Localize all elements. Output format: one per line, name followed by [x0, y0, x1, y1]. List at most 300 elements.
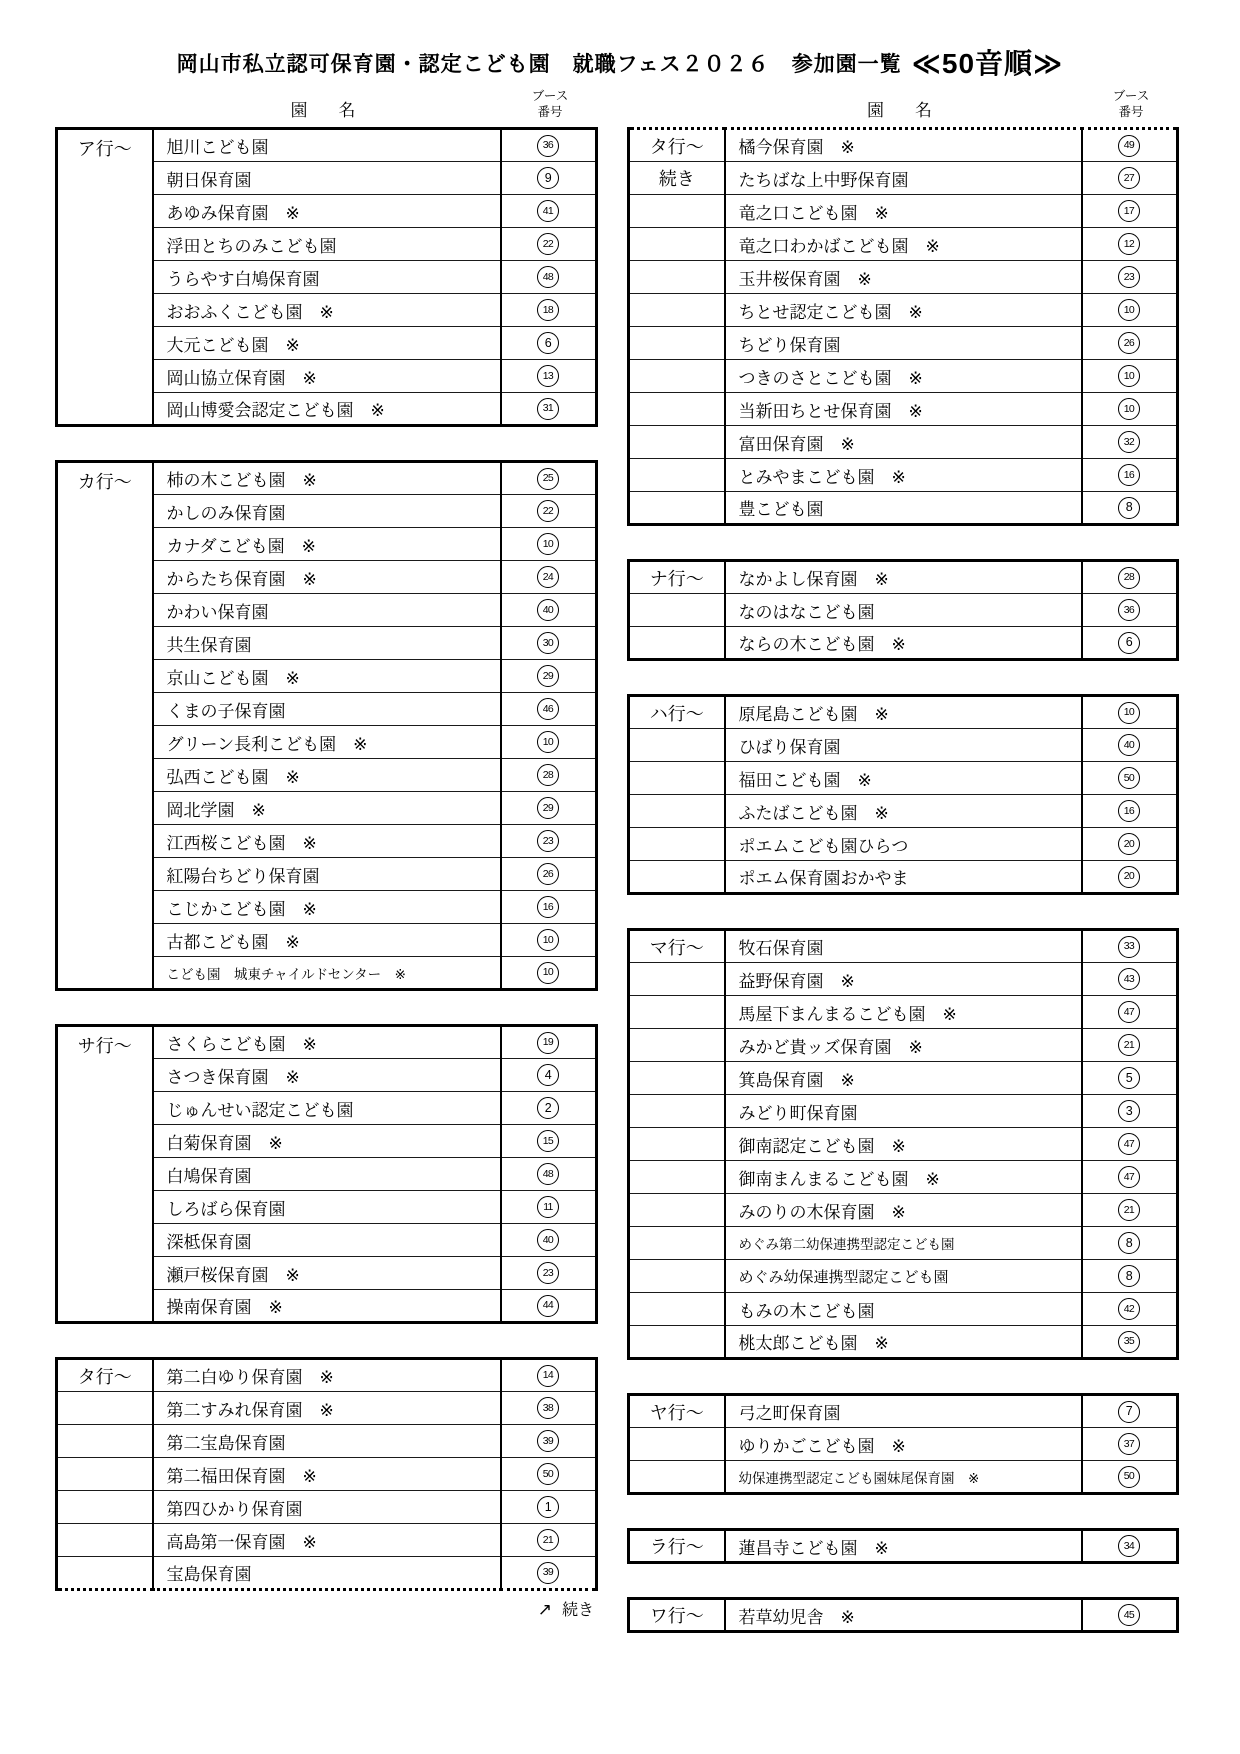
garden-name-cell: 紅陽台ちどり保育園 — [153, 858, 501, 891]
garden-name-cell: 竜之口わかばこども園 ※ — [725, 228, 1082, 261]
group-label-cell: 続き — [629, 162, 725, 195]
table-row — [629, 294, 1178, 327]
booth-number-cell — [501, 393, 597, 426]
booth-number-circle: 18 — [537, 299, 559, 321]
table-row — [629, 459, 1178, 492]
booth-number-cell — [501, 825, 597, 858]
booth-number-circle: 43 — [1118, 968, 1140, 990]
booth-number-cell — [501, 858, 597, 891]
garden-name-cell: カナダこども園 ※ — [153, 528, 501, 561]
booth-number-cell — [1082, 1293, 1178, 1326]
group-table-ma-gyou — [627, 928, 1179, 1360]
garden-name-cell: 幼保連携型認定こども園妹尾保育園 ※ — [725, 1461, 1082, 1494]
garden-name-cell: かわい保育園 — [153, 594, 501, 627]
booth-number-circle: 6 — [1118, 632, 1140, 654]
booth-number-circle: 21 — [1118, 1034, 1140, 1056]
group-label-cell — [629, 459, 725, 492]
booth-number-cell — [501, 1257, 597, 1290]
booth-number-cell — [501, 726, 597, 759]
booth-number-cell — [501, 162, 597, 195]
booth-number-circle: 24 — [537, 566, 559, 588]
booth-number-circle: 40 — [1118, 734, 1140, 756]
booth-number-cell — [1082, 1461, 1178, 1494]
booth-number-circle: 19 — [537, 1032, 559, 1054]
group-label-cell — [629, 426, 725, 459]
booth-number-circle: 29 — [537, 665, 559, 687]
group-label-cell — [629, 1326, 725, 1359]
group-label-cell — [629, 996, 725, 1029]
garden-name-cell: 箕島保育園 ※ — [725, 1062, 1082, 1095]
group-label-cell — [629, 1062, 725, 1095]
booth-number-cell — [1082, 1227, 1178, 1260]
booth-number-circle: 25 — [537, 468, 559, 490]
booth-number-circle: 3 — [1118, 1100, 1140, 1122]
booth-number-cell — [501, 228, 597, 261]
garden-name-cell: みのりの木保育園 ※ — [725, 1194, 1082, 1227]
garden-name-cell: 橘今保育園 ※ — [725, 129, 1082, 162]
booth-number-cell — [1082, 129, 1178, 162]
garden-name-cell: 第二福田保育園 ※ — [153, 1458, 501, 1491]
garden-name-cell: 豊こども園 — [725, 492, 1082, 525]
booth-header-line1: ブース — [531, 89, 569, 103]
table-row — [629, 594, 1178, 627]
group-label-cell: サ行～ — [57, 1026, 153, 1323]
booth-number-cell — [1082, 861, 1178, 894]
garden-name-cell: さつき保育園 ※ — [153, 1059, 501, 1092]
group-table-ta-gyou-tsuzuki — [627, 127, 1179, 526]
garden-name-cell: 大元こども園 ※ — [153, 327, 501, 360]
booth-number-cell — [1082, 1062, 1178, 1095]
group-label-cell: マ行～ — [629, 930, 725, 963]
table-row — [629, 1227, 1178, 1260]
group-table-ka-gyou — [55, 460, 598, 991]
garden-name-cell: 浮田とちのみこども園 — [153, 228, 501, 261]
table-row — [629, 930, 1178, 963]
garden-name-cell: ポエム保育園おかやま — [725, 861, 1082, 894]
group-label-cell: ア行～ — [57, 129, 153, 426]
left-tables-container — [55, 127, 598, 1591]
garden-name-cell: からたち保育園 ※ — [153, 561, 501, 594]
group-label-cell — [629, 228, 725, 261]
booth-number-cell — [501, 360, 597, 393]
garden-name-cell: 富田保育園 ※ — [725, 426, 1082, 459]
group-table-a-gyou — [55, 127, 598, 427]
booth-number-circle: 50 — [1118, 1466, 1140, 1488]
table-row — [57, 1458, 597, 1491]
booth-number-circle: 16 — [1118, 800, 1140, 822]
booth-number-circle: 6 — [537, 332, 559, 354]
garden-name-cell: みどり町保育園 — [725, 1095, 1082, 1128]
garden-name-cell: 御南まんまるこども園 ※ — [725, 1161, 1082, 1194]
booth-header-line2: 番号 — [537, 104, 563, 119]
booth-number-circle: 48 — [537, 1163, 559, 1185]
booth-number-cell — [1082, 294, 1178, 327]
booth-number-circle: 22 — [537, 233, 559, 255]
booth-number-cell — [1082, 261, 1178, 294]
table-row — [629, 1293, 1178, 1326]
group-label-cell — [629, 762, 725, 795]
booth-number-cell — [1082, 162, 1178, 195]
table-row — [629, 1161, 1178, 1194]
group-label-cell — [629, 627, 725, 660]
booth-number-circle: 13 — [537, 365, 559, 387]
booth-number-cell — [501, 1524, 597, 1557]
booth-number-cell — [501, 1224, 597, 1257]
table-row — [629, 861, 1178, 894]
garden-name-cell: 旭川こども園 — [153, 129, 501, 162]
group-label-cell — [629, 1293, 725, 1326]
garden-name-cell: 当新田ちとせ保育園 ※ — [725, 393, 1082, 426]
group-label-cell — [629, 492, 725, 525]
booth-number-circle: 7 — [1118, 1401, 1140, 1423]
booth-number-cell — [501, 1026, 597, 1059]
booth-number-cell — [501, 1191, 597, 1224]
garden-name-cell: くまの子保育園 — [153, 693, 501, 726]
booth-number-cell — [1082, 594, 1178, 627]
garden-name-cell: ひばり保育園 — [725, 729, 1082, 762]
garden-name-cell: ちとせ認定こども園 ※ — [725, 294, 1082, 327]
booth-number-cell — [501, 1092, 597, 1125]
booth-number-circle: 2 — [537, 1097, 559, 1119]
booth-header-line1: ブース — [1112, 89, 1150, 103]
table-row — [629, 162, 1178, 195]
garden-name-cell: ふたばこども園 ※ — [725, 795, 1082, 828]
booth-number-cell — [1082, 795, 1178, 828]
group-label-cell — [57, 1524, 153, 1557]
group-label-cell — [629, 963, 725, 996]
booth-number-circle: 23 — [1118, 266, 1140, 288]
table-row — [629, 261, 1178, 294]
group-label-cell: ラ行～ — [629, 1530, 725, 1563]
table-row — [629, 1395, 1178, 1428]
group-label-cell — [629, 1227, 725, 1260]
garden-name-cell: 深柢保育園 — [153, 1224, 501, 1257]
booth-number-circle: 39 — [537, 1430, 559, 1452]
garden-name-cell: つきのさとこども園 ※ — [725, 360, 1082, 393]
booth-number-circle: 47 — [1118, 1001, 1140, 1023]
booth-number-circle: 10 — [537, 533, 559, 555]
group-label-cell: タ行～ — [57, 1359, 153, 1392]
table-row — [629, 996, 1178, 1029]
garden-name-cell: 白鳩保育園 — [153, 1158, 501, 1191]
group-table-wa-gyou — [627, 1597, 1179, 1633]
table-row — [57, 1425, 597, 1458]
group-table-ya-gyou — [627, 1393, 1179, 1495]
booth-number-circle: 10 — [537, 731, 559, 753]
table-row — [629, 1326, 1178, 1359]
group-label-cell — [629, 1461, 725, 1494]
group-label-cell — [629, 1161, 725, 1194]
booth-number-circle: 49 — [1118, 135, 1140, 157]
garden-name-cell: さくらこども園 ※ — [153, 1026, 501, 1059]
table-row — [57, 1026, 597, 1059]
group-table-ha-gyou — [627, 694, 1179, 895]
group-label-cell — [629, 360, 725, 393]
group-table-sa-gyou — [55, 1024, 598, 1324]
booth-number-circle: 40 — [537, 599, 559, 621]
garden-name-header: 園 名 — [290, 101, 363, 120]
table-row — [629, 492, 1178, 525]
garden-name-cell: たちばな上中野保育園 — [725, 162, 1082, 195]
booth-number-cell — [1082, 1326, 1178, 1359]
table-row — [57, 462, 597, 495]
garden-name-cell: 古都こども園 ※ — [153, 924, 501, 957]
booth-number-circle: 47 — [1118, 1133, 1140, 1155]
table-row — [629, 696, 1178, 729]
group-label-cell — [629, 828, 725, 861]
table-row — [629, 1530, 1178, 1563]
table-row — [57, 129, 597, 162]
booth-number-cell — [1082, 492, 1178, 525]
table-row — [629, 963, 1178, 996]
booth-number-cell — [1082, 1161, 1178, 1194]
garden-name-cell: もみの木こども園 — [725, 1293, 1082, 1326]
booth-number-cell — [501, 924, 597, 957]
booth-number-circle: 23 — [537, 830, 559, 852]
booth-number-circle: 40 — [537, 1229, 559, 1251]
booth-number-cell — [1082, 627, 1178, 660]
booth-number-circle: 4 — [537, 1064, 559, 1086]
garden-name-cell: あゆみ保育園 ※ — [153, 195, 501, 228]
group-label-cell — [629, 1428, 725, 1461]
garden-name-cell: 弓之町保育園 — [725, 1395, 1082, 1428]
booth-number-circle: 28 — [1118, 567, 1140, 589]
garden-name-cell: 白菊保育園 ※ — [153, 1125, 501, 1158]
garden-name-cell: 共生保育園 — [153, 627, 501, 660]
group-table-ta-gyou — [55, 1357, 598, 1591]
group-label-cell: ヤ行～ — [629, 1395, 725, 1428]
booth-number-cell — [501, 1125, 597, 1158]
booth-number-header — [502, 86, 598, 120]
group-label-cell — [57, 1557, 153, 1590]
booth-number-cell — [1082, 1599, 1178, 1632]
garden-name-cell: 牧石保育園 — [725, 930, 1082, 963]
booth-number-cell — [1082, 1194, 1178, 1227]
booth-number-cell — [501, 1425, 597, 1458]
group-label-cell — [629, 1029, 725, 1062]
booth-number-cell — [501, 462, 597, 495]
group-label-cell — [57, 1491, 153, 1524]
left-column-header — [55, 86, 598, 127]
group-label-cell — [629, 195, 725, 228]
booth-number-circle: 8 — [1118, 1265, 1140, 1287]
garden-name-cell: 柿の木こども園 ※ — [153, 462, 501, 495]
booth-number-circle: 21 — [537, 1529, 559, 1551]
garden-name-cell: 桃太郎こども園 ※ — [725, 1326, 1082, 1359]
booth-number-circle: 41 — [537, 200, 559, 222]
booth-number-circle: 8 — [1118, 497, 1140, 519]
garden-name-cell: かしのみ保育園 — [153, 495, 501, 528]
booth-number-circle: 10 — [1118, 365, 1140, 387]
garden-name-cell: こども園 城東チャイルドセンター ※ — [153, 957, 501, 990]
booth-number-cell — [1082, 930, 1178, 963]
table-row — [57, 1557, 597, 1590]
booth-number-circle: 17 — [1118, 200, 1140, 222]
booth-number-cell — [501, 660, 597, 693]
booth-number-cell — [1082, 195, 1178, 228]
garden-name-cell: ならの木こども園 ※ — [725, 627, 1082, 660]
booth-number-circle: 5 — [1118, 1067, 1140, 1089]
booth-number-circle: 39 — [537, 1562, 559, 1584]
table-row — [57, 1491, 597, 1524]
continuation-arrow-icon: ↗ — [537, 1600, 552, 1619]
booth-number-cell — [501, 528, 597, 561]
group-label-cell — [57, 1458, 153, 1491]
group-label-cell: タ行～ — [629, 129, 725, 162]
garden-name-cell: 岡山博愛会認定こども園 ※ — [153, 393, 501, 426]
table-row — [629, 1428, 1178, 1461]
booth-number-cell — [501, 627, 597, 660]
booth-number-circle: 42 — [1118, 1298, 1140, 1320]
table-row — [629, 561, 1178, 594]
left-column — [55, 86, 598, 1620]
booth-number-circle: 10 — [537, 929, 559, 951]
garden-name-cell: 弘西こども園 ※ — [153, 759, 501, 792]
garden-name-cell: ゆりかごこども園 ※ — [725, 1428, 1082, 1461]
garden-name-cell: 若草幼児舎 ※ — [725, 1599, 1082, 1632]
group-label-cell — [629, 594, 725, 627]
booth-number-cell — [1082, 228, 1178, 261]
group-label-cell — [629, 1095, 725, 1128]
group-label-cell — [57, 1392, 153, 1425]
booth-number-circle: 48 — [537, 266, 559, 288]
booth-number-circle: 16 — [1118, 464, 1140, 486]
group-label-cell — [57, 1425, 153, 1458]
garden-name-cell: しろばら保育園 — [153, 1191, 501, 1224]
booth-number-cell — [1082, 762, 1178, 795]
booth-number-circle: 50 — [1118, 767, 1140, 789]
booth-number-circle: 37 — [1118, 1433, 1140, 1455]
booth-number-cell — [501, 792, 597, 825]
booth-number-circle: 36 — [1118, 599, 1140, 621]
booth-number-circle: 10 — [1118, 398, 1140, 420]
booth-number-cell — [501, 759, 597, 792]
booth-number-cell — [1082, 393, 1178, 426]
garden-name-cell: 第二白ゆり保育園 ※ — [153, 1359, 501, 1392]
garden-name-cell: 京山こども園 ※ — [153, 660, 501, 693]
booth-number-cell — [1082, 996, 1178, 1029]
booth-number-cell — [1082, 1395, 1178, 1428]
booth-number-circle: 27 — [1118, 167, 1140, 189]
booth-number-cell — [1082, 963, 1178, 996]
booth-number-header — [1083, 86, 1179, 120]
booth-number-circle: 46 — [537, 698, 559, 720]
garden-name-cell: 朝日保育園 — [153, 162, 501, 195]
booth-number-circle: 50 — [537, 1463, 559, 1485]
table-row — [57, 1392, 597, 1425]
garden-name-cell: 益野保育園 ※ — [725, 963, 1082, 996]
garden-name-cell: めぐみ幼保連携型認定こども園 — [725, 1260, 1082, 1293]
booth-number-circle: 28 — [537, 764, 559, 786]
table-row — [629, 627, 1178, 660]
booth-number-circle: 34 — [1118, 1535, 1140, 1557]
booth-number-cell — [1082, 426, 1178, 459]
garden-name-cell: 岡山協立保育園 ※ — [153, 360, 501, 393]
continuation-note — [55, 1597, 598, 1620]
garden-name-cell: とみやまこども園 ※ — [725, 459, 1082, 492]
booth-number-cell — [1082, 1095, 1178, 1128]
garden-name-cell: うらやす白鳩保育園 — [153, 261, 501, 294]
booth-number-cell — [501, 561, 597, 594]
garden-name-cell: ポエムこども園ひらつ — [725, 828, 1082, 861]
group-label-cell — [629, 327, 725, 360]
booth-number-cell — [1082, 696, 1178, 729]
continuation-label: 続き — [561, 1602, 594, 1619]
group-label-cell — [629, 795, 725, 828]
table-row — [629, 327, 1178, 360]
booth-number-circle: 45 — [1118, 1604, 1140, 1626]
group-label-cell — [629, 861, 725, 894]
group-label-cell: カ行～ — [57, 462, 153, 990]
booth-number-cell — [1082, 459, 1178, 492]
booth-number-cell — [501, 891, 597, 924]
garden-name-cell: こじかこども園 ※ — [153, 891, 501, 924]
booth-number-circle: 30 — [537, 632, 559, 654]
table-row — [629, 195, 1178, 228]
booth-number-cell — [1082, 1428, 1178, 1461]
booth-number-circle: 33 — [1118, 936, 1140, 958]
booth-number-circle: 21 — [1118, 1199, 1140, 1221]
booth-number-cell — [1082, 561, 1178, 594]
booth-number-circle: 1 — [537, 1496, 559, 1518]
booth-number-cell — [1082, 1260, 1178, 1293]
booth-number-cell — [1082, 360, 1178, 393]
booth-number-circle: 26 — [1118, 332, 1140, 354]
table-row — [629, 1461, 1178, 1494]
booth-number-circle: 38 — [537, 1397, 559, 1419]
garden-name-cell: 蓮昌寺こども園 ※ — [725, 1530, 1082, 1563]
right-column — [627, 86, 1179, 1666]
group-label-cell: ワ行～ — [629, 1599, 725, 1632]
booth-number-circle: 14 — [537, 1365, 559, 1387]
table-row — [629, 360, 1178, 393]
garden-name-cell: 玉井桜保育園 ※ — [725, 261, 1082, 294]
booth-number-cell — [501, 957, 597, 990]
garden-name-cell: 高島第一保育園 ※ — [153, 1524, 501, 1557]
booth-number-circle: 12 — [1118, 233, 1140, 255]
booth-number-cell — [501, 261, 597, 294]
garden-name-cell: 第四ひかり保育園 — [153, 1491, 501, 1524]
group-label-cell — [629, 1260, 725, 1293]
group-label-cell — [629, 1128, 725, 1161]
table-row — [629, 729, 1178, 762]
garden-name-cell: 瀬戸桜保育園 ※ — [153, 1257, 501, 1290]
booth-number-cell — [501, 1290, 597, 1323]
booth-number-cell — [501, 1557, 597, 1590]
table-row — [629, 1260, 1178, 1293]
booth-number-cell — [501, 327, 597, 360]
title-order-badge: ≪50音順≫ — [911, 48, 1064, 79]
garden-name-cell: 馬屋下まんまるこども園 ※ — [725, 996, 1082, 1029]
booth-number-circle: 44 — [537, 1295, 559, 1317]
booth-number-circle: 32 — [1118, 431, 1140, 453]
table-row — [629, 1095, 1178, 1128]
group-table-na-gyou — [627, 559, 1179, 661]
group-label-cell — [629, 261, 725, 294]
booth-number-circle: 10 — [537, 962, 559, 984]
booth-number-cell — [1082, 1530, 1178, 1563]
booth-number-circle: 8 — [1118, 1232, 1140, 1254]
group-table-ra-gyou — [627, 1528, 1179, 1564]
garden-name-cell: 原尾島こども園 ※ — [725, 696, 1082, 729]
booth-number-cell — [501, 594, 597, 627]
garden-name-cell: ちどり保育園 — [725, 327, 1082, 360]
booth-number-circle: 36 — [537, 135, 559, 157]
group-label-cell — [629, 393, 725, 426]
booth-number-circle: 15 — [537, 1130, 559, 1152]
booth-number-cell — [501, 294, 597, 327]
title-text: 岡山市私立認可保育園・認定こども園 就職フェス２０２６ 参加園一覧 — [176, 53, 902, 76]
